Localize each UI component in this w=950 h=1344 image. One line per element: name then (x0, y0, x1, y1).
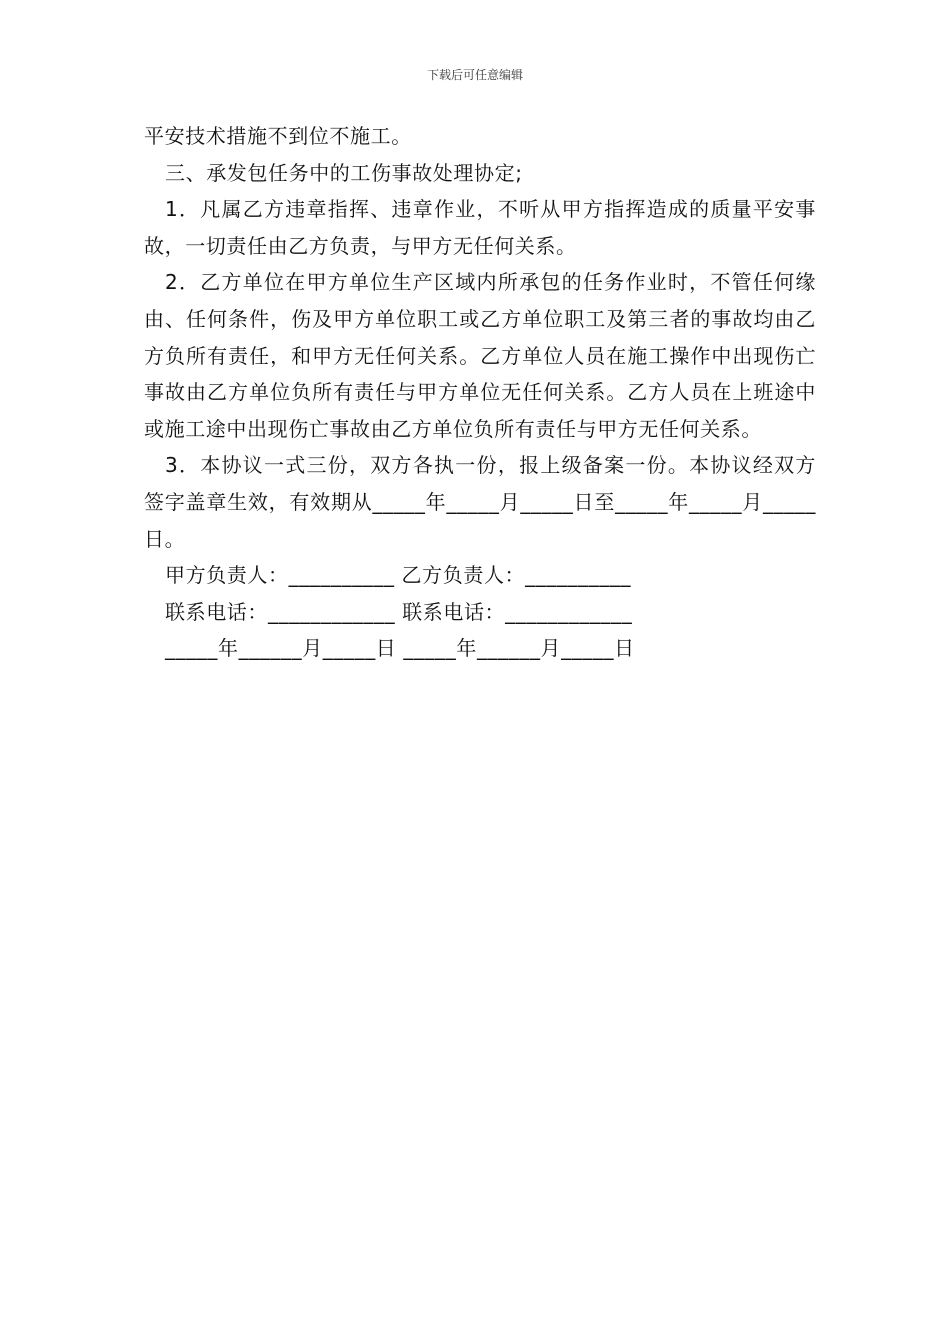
paragraph-safety-measures: 平安技术措施不到位不施工。 (144, 124, 412, 148)
signature-responsible-line: 甲方负责人：__________ 乙方负责人：__________ (165, 563, 632, 588)
document-body (144, 118, 816, 667)
signature-phone-line: 联系电话：____________ 联系电话：____________ (165, 599, 633, 624)
clause-3: 3．本协议一式三份，双方各执一份，报上级备案一份。本协议经双方签字盖章生效，有效期从_____年_____月_____日至_____年_____月_____日。 (144, 453, 816, 551)
clause-1: 1．凡属乙方违章指挥、违章作业，不听从甲方指挥造成的质量平安事故，一切责任由乙方负责，与甲方无任何关系。 (144, 197, 816, 258)
page-header: 下载后可任意编辑 (426, 68, 523, 82)
clause-2: 2．乙方单位在甲方单位生产区域内所承包的任务作业时，不管任何缘由、任何条件，伤及甲方单位职工或乙方单位职工及第三者的事故均由乙方负所有责任，和甲方无任何关系。乙方单位人员在施工操作中出现伤亡事故由乙方单位负所有责任与甲方单位无任何关系。乙方人员在上班途中或施工途中出现伤亡事故由乙方单位负所有责任与甲方无任何关系。 (144, 270, 816, 441)
signature-date-line: _____年______月_____日 _____年______月_____日 (165, 636, 635, 661)
section-3-title: 三、承发包任务中的工伤事故处理协定; (165, 160, 523, 185)
